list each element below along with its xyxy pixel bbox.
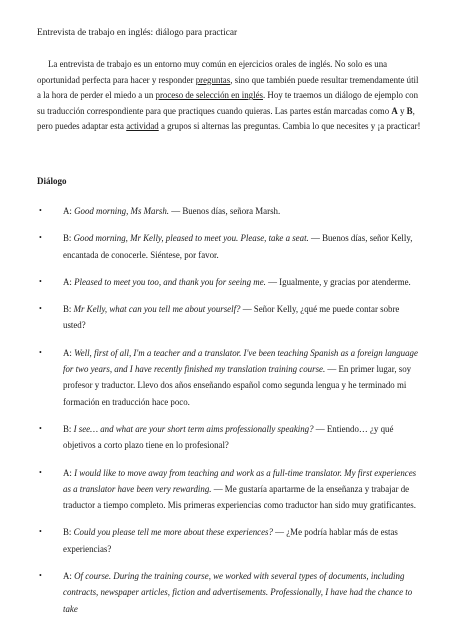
english-line: I would like to move away from teaching and work as a full-time translator. My first experiences as a translator have been very rewarding. <box>63 467 417 494</box>
english-line: Pleased to meet you too, and thank you for seeing me. <box>74 276 266 287</box>
speaker-label: A: <box>63 571 72 582</box>
dialogue-item <box>37 524 424 557</box>
dialogue-list <box>37 203 424 617</box>
bullet-icon: • <box>39 233 42 243</box>
bullet-icon: • <box>39 571 42 581</box>
dialogue-item <box>37 230 424 263</box>
speaker-label: A: <box>63 347 72 358</box>
document-title: Entrevista de trabajo en inglés: diálogo para practicar <box>37 28 238 38</box>
speaker-label: A: <box>63 205 72 216</box>
intro-text: , pero puedes adaptar esta <box>37 105 415 132</box>
intro-text: y <box>397 105 407 116</box>
dialogue-item <box>37 274 424 290</box>
dialogue-item <box>37 203 424 219</box>
bullet-icon: • <box>39 276 42 286</box>
intro-paragraph <box>37 57 424 135</box>
dash-separator: — <box>313 423 327 434</box>
speaker-label: B: <box>63 304 72 315</box>
dash-separator: — <box>325 364 339 375</box>
speaker-marker: B <box>406 105 413 116</box>
english-line: I see… and what are your short term aims professionally speaking? <box>73 423 314 434</box>
speaker-label: B: <box>63 233 72 244</box>
bullet-icon: • <box>39 304 42 314</box>
dialogue-item <box>37 465 424 514</box>
english-line: Good morning, Mr Kelly, pleased to meet you. Please, take a seat. <box>73 233 309 244</box>
dash-separator: — <box>265 276 280 287</box>
spanish-translation: Señor Kelly, ¿qué me puede contar sobre usted? <box>63 304 400 331</box>
spanish-translation: Me gustaría apartarme de la enseñanza y trabajar de traductor a tiempo completo. Mis primeras experiencias como traductor han sido muy gratificantes. <box>63 483 416 511</box>
spanish-translation: Buenos días, señor Kelly, encantada de conocerle. Siéntese, por favor. <box>63 233 413 260</box>
english-line: Well, first of all, I'm a teacher and a translator. I've been teaching Spanish as a foreign language for two years, and I have recently finished my translation training course. <box>63 347 418 375</box>
dash-separator: — <box>240 304 254 315</box>
spanish-translation: En primer lugar, soy profesor y traductor. Llevo dos años enseñando español como segunda lengua y he terminado mi formación en traducción hace poco. <box>63 364 412 407</box>
dash-separator: — <box>211 483 225 494</box>
speaker-label: A: <box>63 276 72 287</box>
speaker-label: B: <box>63 423 72 434</box>
english-line: Could you please tell me more about these experiences? <box>73 527 273 538</box>
dialogue-item <box>37 345 424 410</box>
intro-text: , sino que también puede resultar tremendamente útil a la hora de perder el miedo a un <box>37 74 419 101</box>
inline-link[interactable]: preguntas <box>195 74 231 85</box>
speaker-label: A: <box>63 467 72 478</box>
inline-link[interactable]: actividad <box>126 121 159 132</box>
bullet-icon: • <box>39 423 42 433</box>
spanish-translation: Buenos días, señora Marsh. <box>182 205 281 216</box>
intro-text: a grupos si alternas las preguntas. Cambia lo que necesites y ¡a practicar! <box>158 121 421 132</box>
bullet-icon: • <box>39 467 42 477</box>
spanish-translation: Entiendo… ¿y qué objetivos a corto plazo tiene en lo profesional? <box>63 423 394 451</box>
dash-separator: — <box>308 233 323 244</box>
speaker-marker: A <box>391 105 398 116</box>
dash-separator: — <box>169 205 183 216</box>
spanish-translation: Igualmente, y gracias por atenderme. <box>279 276 411 287</box>
english-line: Of course. During the training course, we worked with several types of documents, including contracts, newspaper articles, fiction and advertisements. Professionally, I have had the chance to take <box>63 571 413 614</box>
intro-text: . Hoy te traemos un diálogo de ejemplo con su traducción correspondiente para que practiques cuando quieras. Las partes están marcadas como <box>37 90 419 116</box>
speaker-label: B: <box>63 527 72 538</box>
dialogue-item <box>37 301 424 334</box>
inline-link[interactable]: proceso de selección en inglés <box>155 90 263 101</box>
spanish-translation: ¿Me podría hablar más de estas experiencias? <box>63 527 398 554</box>
bullet-icon: • <box>39 527 42 537</box>
dialogue-item <box>37 568 424 617</box>
bullet-icon: • <box>39 347 42 357</box>
intro-text: La entrevista de trabajo es un entorno muy común en ejercicios orales de inglés. No solo es una oportunidad perfecta para hacer y responder <box>37 59 388 85</box>
english-line: Mr Kelly, what can you tell me about yourself? <box>73 304 241 315</box>
dash-separator: — <box>272 527 287 538</box>
dialogue-item <box>37 421 424 454</box>
section-heading: Diálogo <box>37 175 67 186</box>
bullet-icon: • <box>39 205 42 215</box>
english-line: Good morning, Ms Marsh. <box>74 205 170 216</box>
